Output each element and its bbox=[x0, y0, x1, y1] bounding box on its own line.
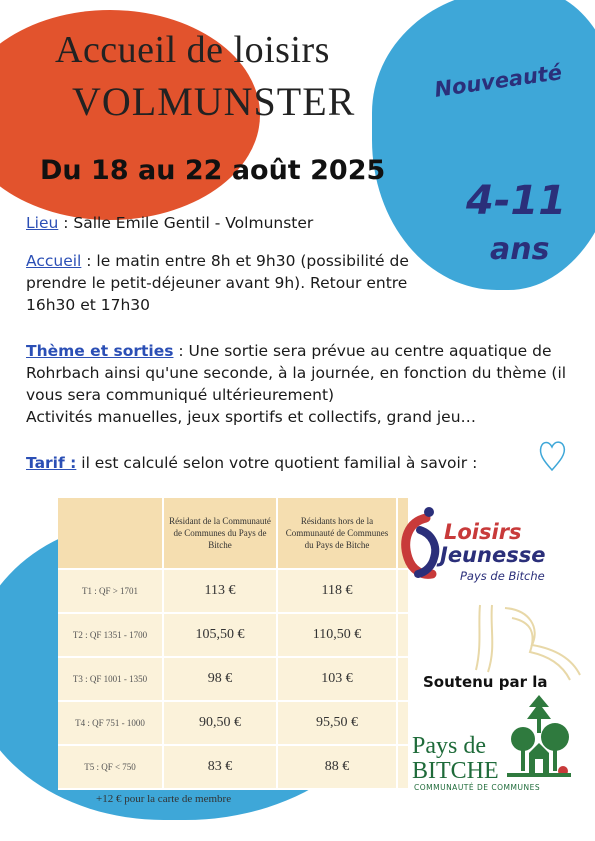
non-resident-price-cell: 95,50 € bbox=[277, 701, 397, 745]
table-row bbox=[58, 701, 409, 745]
supported-by-label: Soutenu par la bbox=[423, 673, 548, 691]
table-header-cell: Résidant de la Communauté de Communes du Pays de Bitche bbox=[163, 498, 277, 569]
event-dates: Du 18 au 22 août 2025 bbox=[40, 155, 386, 186]
tier-cell: T5 : QF < 750 bbox=[58, 745, 163, 789]
resident-price-cell: 113 € bbox=[163, 569, 277, 613]
blue-decorative-blob-top bbox=[372, 0, 595, 290]
membership-note: +12 € pour la carte de membre bbox=[96, 793, 232, 805]
reception-paragraph bbox=[26, 250, 426, 316]
resident-price-cell: 83 € bbox=[163, 745, 277, 789]
age-range: 4-11 bbox=[466, 178, 567, 224]
new-badge: Nouveauté bbox=[433, 60, 564, 102]
location-label: Lieu bbox=[26, 214, 59, 232]
theme-text: : Une sortie sera prévue au centre aquatique de Rohrbach ainsi qu'une seconde, à la journée, en fonction du thème (il vous sera communiqué ultérieurement) bbox=[26, 342, 567, 404]
resident-price-cell: 98 € bbox=[163, 657, 277, 701]
theme-paragraph bbox=[26, 340, 586, 428]
loisirs-jeunesse-tagline: Pays de Bitche bbox=[460, 569, 545, 583]
page-title-line1: Accueil de loisirs bbox=[55, 29, 330, 71]
tariff-text: il est calculé selon votre quotient familial à savoir : bbox=[76, 454, 478, 472]
tariff-label: Tarif : bbox=[26, 454, 77, 472]
resident-price-cell: 105,50 € bbox=[163, 613, 277, 657]
age-unit: ans bbox=[490, 232, 550, 267]
reception-text: : le matin entre 8h et 9h30 (possibilité de prendre le petit-déjeuner avant 9h). Retour entre 16h30 et 17h30 bbox=[26, 252, 409, 314]
table-cell bbox=[397, 745, 409, 789]
heart-icon bbox=[537, 436, 567, 474]
tier-cell: T2 : QF 1351 - 1700 bbox=[58, 613, 163, 657]
theme-label: Thème et sorties bbox=[26, 342, 174, 360]
price-table bbox=[58, 498, 410, 790]
tier-cell: T4 : QF 751 - 1000 bbox=[58, 701, 163, 745]
non-resident-price-cell: 110,50 € bbox=[277, 613, 397, 657]
resident-price-cell: 90,50 € bbox=[163, 701, 277, 745]
table-row bbox=[58, 569, 409, 613]
non-resident-price-cell: 88 € bbox=[277, 745, 397, 789]
tariff-paragraph bbox=[26, 452, 546, 474]
table-cell bbox=[397, 613, 409, 657]
location-text: : Salle Emile Gentil - Volmunster bbox=[58, 214, 314, 232]
table-header-row bbox=[58, 498, 409, 569]
tier-cell: T1 : QF > 1701 bbox=[58, 569, 163, 613]
loisirs-jeunesse-subtitle: Jeunesse bbox=[440, 543, 546, 567]
activities-text: Activités manuelles, jeux sportifs et collectifs, grand jeu… bbox=[26, 408, 477, 426]
table-row bbox=[58, 613, 409, 657]
table-header-cell bbox=[58, 498, 163, 569]
table-row bbox=[58, 745, 409, 789]
table-cell bbox=[397, 657, 409, 701]
pays-de-bitche-tagline: COMMUNAUTÉ DE COMMUNES bbox=[414, 783, 541, 792]
table-cell bbox=[397, 701, 409, 745]
page-title-line2: VOLMUNSTER bbox=[72, 79, 356, 124]
tree-logo-icon bbox=[505, 693, 573, 781]
location-paragraph bbox=[26, 212, 313, 234]
table-row bbox=[58, 657, 409, 701]
non-resident-price-cell: 118 € bbox=[277, 569, 397, 613]
pays-de-bitche-subtitle: BITCHE bbox=[412, 758, 499, 784]
loisirs-jeunesse-title: Loisirs bbox=[444, 520, 522, 544]
tier-cell: T3 : QF 1001 - 1350 bbox=[58, 657, 163, 701]
non-resident-price-cell: 103 € bbox=[277, 657, 397, 701]
table-header-cell: Résidants hors de la Communauté de Communes du Pays de Bitche bbox=[277, 498, 397, 569]
reception-label: Accueil bbox=[26, 252, 82, 270]
pays-de-bitche-title: Pays de bbox=[412, 733, 486, 759]
